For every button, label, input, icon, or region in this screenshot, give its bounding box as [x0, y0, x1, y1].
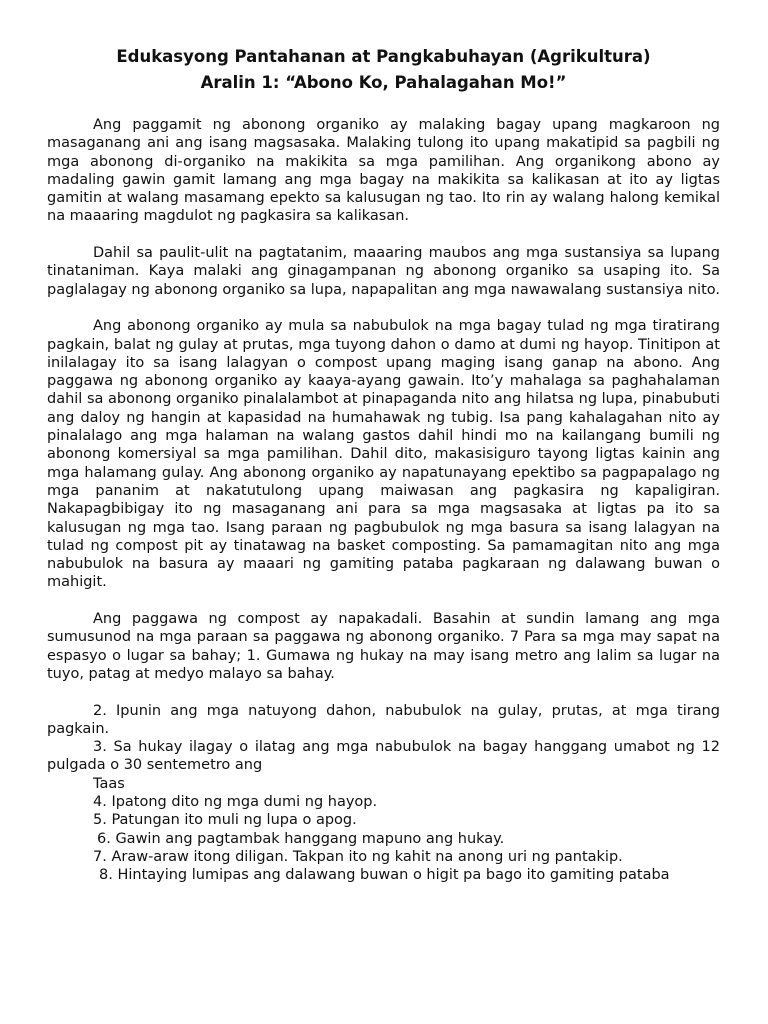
step-8: 8. Hintaying lumipas ang dalawang buwan o higit pa bago ito gamiting pataba	[99, 867, 670, 884]
step-7: 7. Araw-araw itong diligan. Takpan ito ng kahit na anong uri ng pantakip.	[93, 848, 623, 865]
step-3-continuation: Taas	[93, 775, 125, 792]
paragraph-3: Ang abonong organiko ay mula sa nabubulok na mga bagay tulad ng mga tiratirang pagkain, balat ng gulay at prutas, mga tuyong dahon o damo at dumi ng hayop. Tinitipon at inilalagay ito sa isang lalagyan o compost upang maging isang ganap na abono. Ang paggawa ng abonong organiko ay kaaya-ayang gawain. Ito’y mahalaga sa paghahalaman dahil sa abonong organiko pinalalambot at pinapaganda nito ang hilatsa ng lupa, pinabubuti ang daloy ng hangin at kapasidad na humahawak ng tubig. Isa pang kahalagahan nito ay pinalalago ang mga halaman na walang gastos dahil hindi mo na kailangang bumili ng abonong komersiyal sa mga pamilihan. Dahil dito, makasisiguro tayong ligtas kainin ang mga halamang gulay. Ang abonong organiko ay napatunayang epektibo sa pagpapalago ng mga pananim at nakatutulong upang maiwasan ang pagkasira ng kapaligiran. Nakapagbibigay ito ng masaganang ani para sa mga magsasaka at ligtas pa ito sa kalusugan ng mga tao. Isang paraan ng pagbubulok ng mga basura sa isang lalagyan na tulad ng compost pit ay tinatawag na basket composting. Sa pamamagitan nito ang mga nabubulok na basura ay maaari ng gamiting pataba pagkaraan ng dalawang buwan o mahigit.	[47, 318, 720, 591]
step-2: 2. Ipunin ang mga natuyong dahon, nabubulok na gulay, prutas, at mga tirang pagkain.	[47, 702, 720, 737]
step-6: 6. Gawin ang pagtambak hanggang mapuno ang hukay.	[97, 830, 505, 847]
step-3: 3. Sa hukay ilagay o ilatag ang mga nabubulok na bagay hanggang umabot ng 12 pulgada o 30 sentemetro ang	[47, 739, 720, 774]
paragraph-1: Ang paggamit ng abonong organiko ay malaking bagay upang magkaroon ng masaganang ani ang isang magsasaka. Malaking tulong ito upang makatipid sa pagbili ng mga abonong di-organiko na makikita sa mga pamilihan. Ang organikong abono ay madaling gawin gamit lamang ang mga bagay na makikita sa kalikasan at ito ay ligtas gamitin at walang masamang epekto sa kalusugan ng tao. Ito rin ay walang halong kemikal na maaaring magdulot ng pagkasira sa kalikasan.	[47, 117, 720, 225]
paragraph-4: Ang paggawa ng compost ay napakadali. Basahin at sundin lamang ang mga sumusunod na mga paraan sa paggawa ng abonong organiko. 7 Para sa mga may sapat na espasyo o lugar sa bahay; 1. Gumawa ng hukay na may isang metro ang lalim sa lugar na tuyo, patag at medyo malayo sa bahay.	[47, 611, 720, 682]
paragraph-2: Dahil sa paulit-ulit na pagtatanim, maaaring maubos ang mga sustansiya sa lupang tinataniman. Kaya malaki ang ginagampanan ng abonong organiko sa usaping ito. Sa paglalagay ng abonong organiko sa lupa, napapalitan ang mga nawawalang sustansiya nito.	[47, 245, 720, 298]
document-body	[47, 116, 720, 884]
title-lesson: Aralin 1: “Abono Ko, Pahalagahan Mo!”	[200, 73, 567, 92]
step-4: 4. Ipatong dito ng mga dumi ng hayop.	[93, 793, 378, 810]
document-title	[47, 44, 720, 96]
title-subject: Edukasyong Pantahanan at Pangkabuhayan (Agrikultura)	[116, 47, 651, 66]
step-5: 5. Patungan ito muli ng lupa o apog.	[93, 812, 357, 829]
